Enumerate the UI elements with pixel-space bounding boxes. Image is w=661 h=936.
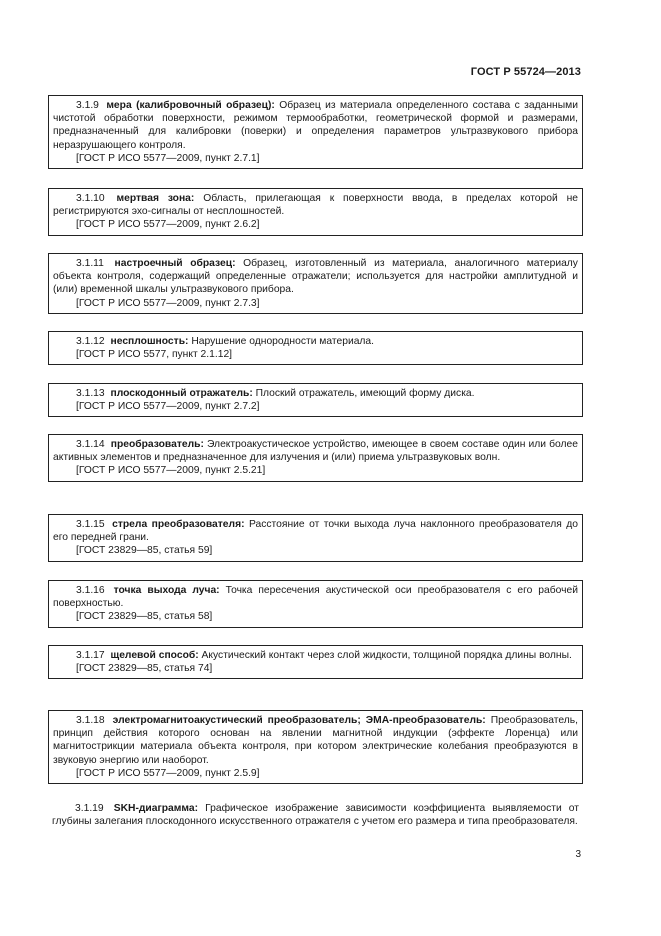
term-number: 3.1.15	[76, 519, 105, 530]
term-entry-3-1-12	[48, 331, 583, 365]
term-text: Образец из материала определенного состава с заданными чистотой обработки поверхности, режимом термообработки, геометрической формой и размерами, предназначенный для калибровки (поверки) и определения параметров ультразвукового прибора неразрушающего контроля.	[53, 100, 578, 151]
term-name: мертвая зона:	[116, 193, 195, 204]
term-source: [ГОСТ Р ИСО 5577—2009, пункт 2.7.1]	[76, 152, 260, 164]
term-number: 3.1.17	[76, 650, 105, 661]
term-text: Преобразователь, принцип действия которого основан на явлении магнитной индукции (эффекте Лоренца) или магнитострикции материала объекта контроля, при котором электрические колебания преобразуются в звуковую энергию или наоборот.	[53, 715, 578, 766]
term-definition	[53, 518, 578, 544]
document-id: ГОСТ Р 55724—2013	[470, 66, 581, 78]
term-text: Область, прилегающая к поверхности ввода, в пределах которой не регистрируются эхо-сигналы от несплошностей.	[53, 193, 578, 218]
term-definition	[53, 335, 578, 348]
term-entry-3-1-18	[48, 710, 583, 784]
term-number: 3.1.9	[76, 100, 99, 111]
term-definition	[53, 649, 578, 662]
term-name: плоскодонный отражатель:	[110, 388, 253, 399]
term-entry-3-1-11	[48, 253, 583, 314]
term-source: [ГОСТ 23829—85, статья 59]	[76, 545, 213, 557]
term-source: [ГОСТ 23829—85, статья 58]	[76, 611, 213, 623]
term-number: 3.1.12	[76, 336, 105, 347]
term-definition	[53, 99, 578, 152]
term-entry-3-1-15	[48, 514, 583, 562]
term-text: Образец, изготовленный из материала, аналогичного материалу объекта контроля, содержащий определенные отражатели; используется для настройки амплитудной и (или) временной шкалы ультразвукового прибора.	[53, 258, 578, 296]
term-definition	[53, 257, 578, 297]
term-number: 3.1.13	[76, 388, 105, 399]
term-source: [ГОСТ Р ИСО 5577—2009, пункт 2.7.2]	[76, 401, 260, 413]
term-name: мера (калибровочный образец):	[106, 100, 275, 111]
term-definition	[53, 438, 578, 464]
term-name: электромагнитоакустический преобразователь; ЭМА-преобразователь:	[112, 715, 486, 726]
term-name: несплошность:	[110, 336, 189, 347]
term-entry-3-1-16	[48, 580, 583, 628]
term-text: Плоский отражатель, имеющий форму диска.	[255, 388, 475, 399]
term-name: SKH-диаграмма:	[113, 803, 199, 814]
term-number: 3.1.16	[76, 585, 105, 596]
term-definition	[53, 387, 578, 400]
term-text: Нарушение однородности материала.	[191, 336, 375, 347]
term-text: Электроакустическое устройство, имеющее в своем составе один или более активных элементов и предназначенное для излучения и (или) приема ультразвуковых волн.	[53, 439, 578, 464]
term-definition	[53, 584, 578, 610]
term-definition	[53, 192, 578, 218]
term-text: Акустический контакт через слой жидкости, толщиной порядка длины волны.	[201, 650, 572, 661]
term-number: 3.1.19	[75, 803, 104, 814]
term-source: [ГОСТ Р ИСО 5577—2009, пункт 2.7.3]	[76, 297, 260, 309]
term-name: стрела преобразователя:	[112, 519, 245, 530]
term-entry-3-1-19	[48, 799, 583, 831]
term-source: [ГОСТ 23829—85, статья 74]	[76, 663, 213, 675]
term-number: 3.1.10	[76, 193, 105, 204]
term-entry-3-1-13	[48, 383, 583, 417]
term-source: [ГОСТ Р ИСО 5577—2009, пункт 2.6.2]	[76, 219, 260, 231]
term-entry-3-1-9	[48, 95, 583, 169]
term-number: 3.1.11	[76, 258, 104, 269]
term-name: точка выхода луча:	[113, 585, 220, 596]
term-text: Графическое изображение зависимости коэффициента выявляемости от глубины залегания плоскодонного искусственного отражателя с учетом его размера и типа преобразователя.	[52, 803, 579, 828]
term-text: Расстояние от точки выхода луча наклонного преобразователя до его передней грани.	[53, 519, 578, 544]
term-source: [ГОСТ Р ИСО 5577, пункт 2.1.12]	[76, 349, 233, 361]
term-name: преобразователь:	[110, 439, 204, 450]
term-entry-3-1-14	[48, 434, 583, 482]
term-entry-3-1-10	[48, 188, 583, 236]
page-number: 3	[575, 849, 581, 860]
term-source: [ГОСТ Р ИСО 5577—2009, пункт 2.5.21]	[76, 465, 266, 477]
term-definition	[53, 714, 578, 767]
term-name: настроечный образец:	[114, 258, 236, 269]
term-definition	[52, 802, 579, 828]
term-number: 3.1.14	[76, 439, 105, 450]
term-text: Точка пересечения акустической оси преобразователя с его рабочей поверхностью.	[53, 585, 579, 610]
term-entry-3-1-17	[48, 645, 583, 679]
term-name: щелевой способ:	[110, 650, 199, 661]
term-number: 3.1.18	[76, 715, 105, 726]
term-source: [ГОСТ Р ИСО 5577—2009, пункт 2.5.9]	[76, 767, 260, 779]
